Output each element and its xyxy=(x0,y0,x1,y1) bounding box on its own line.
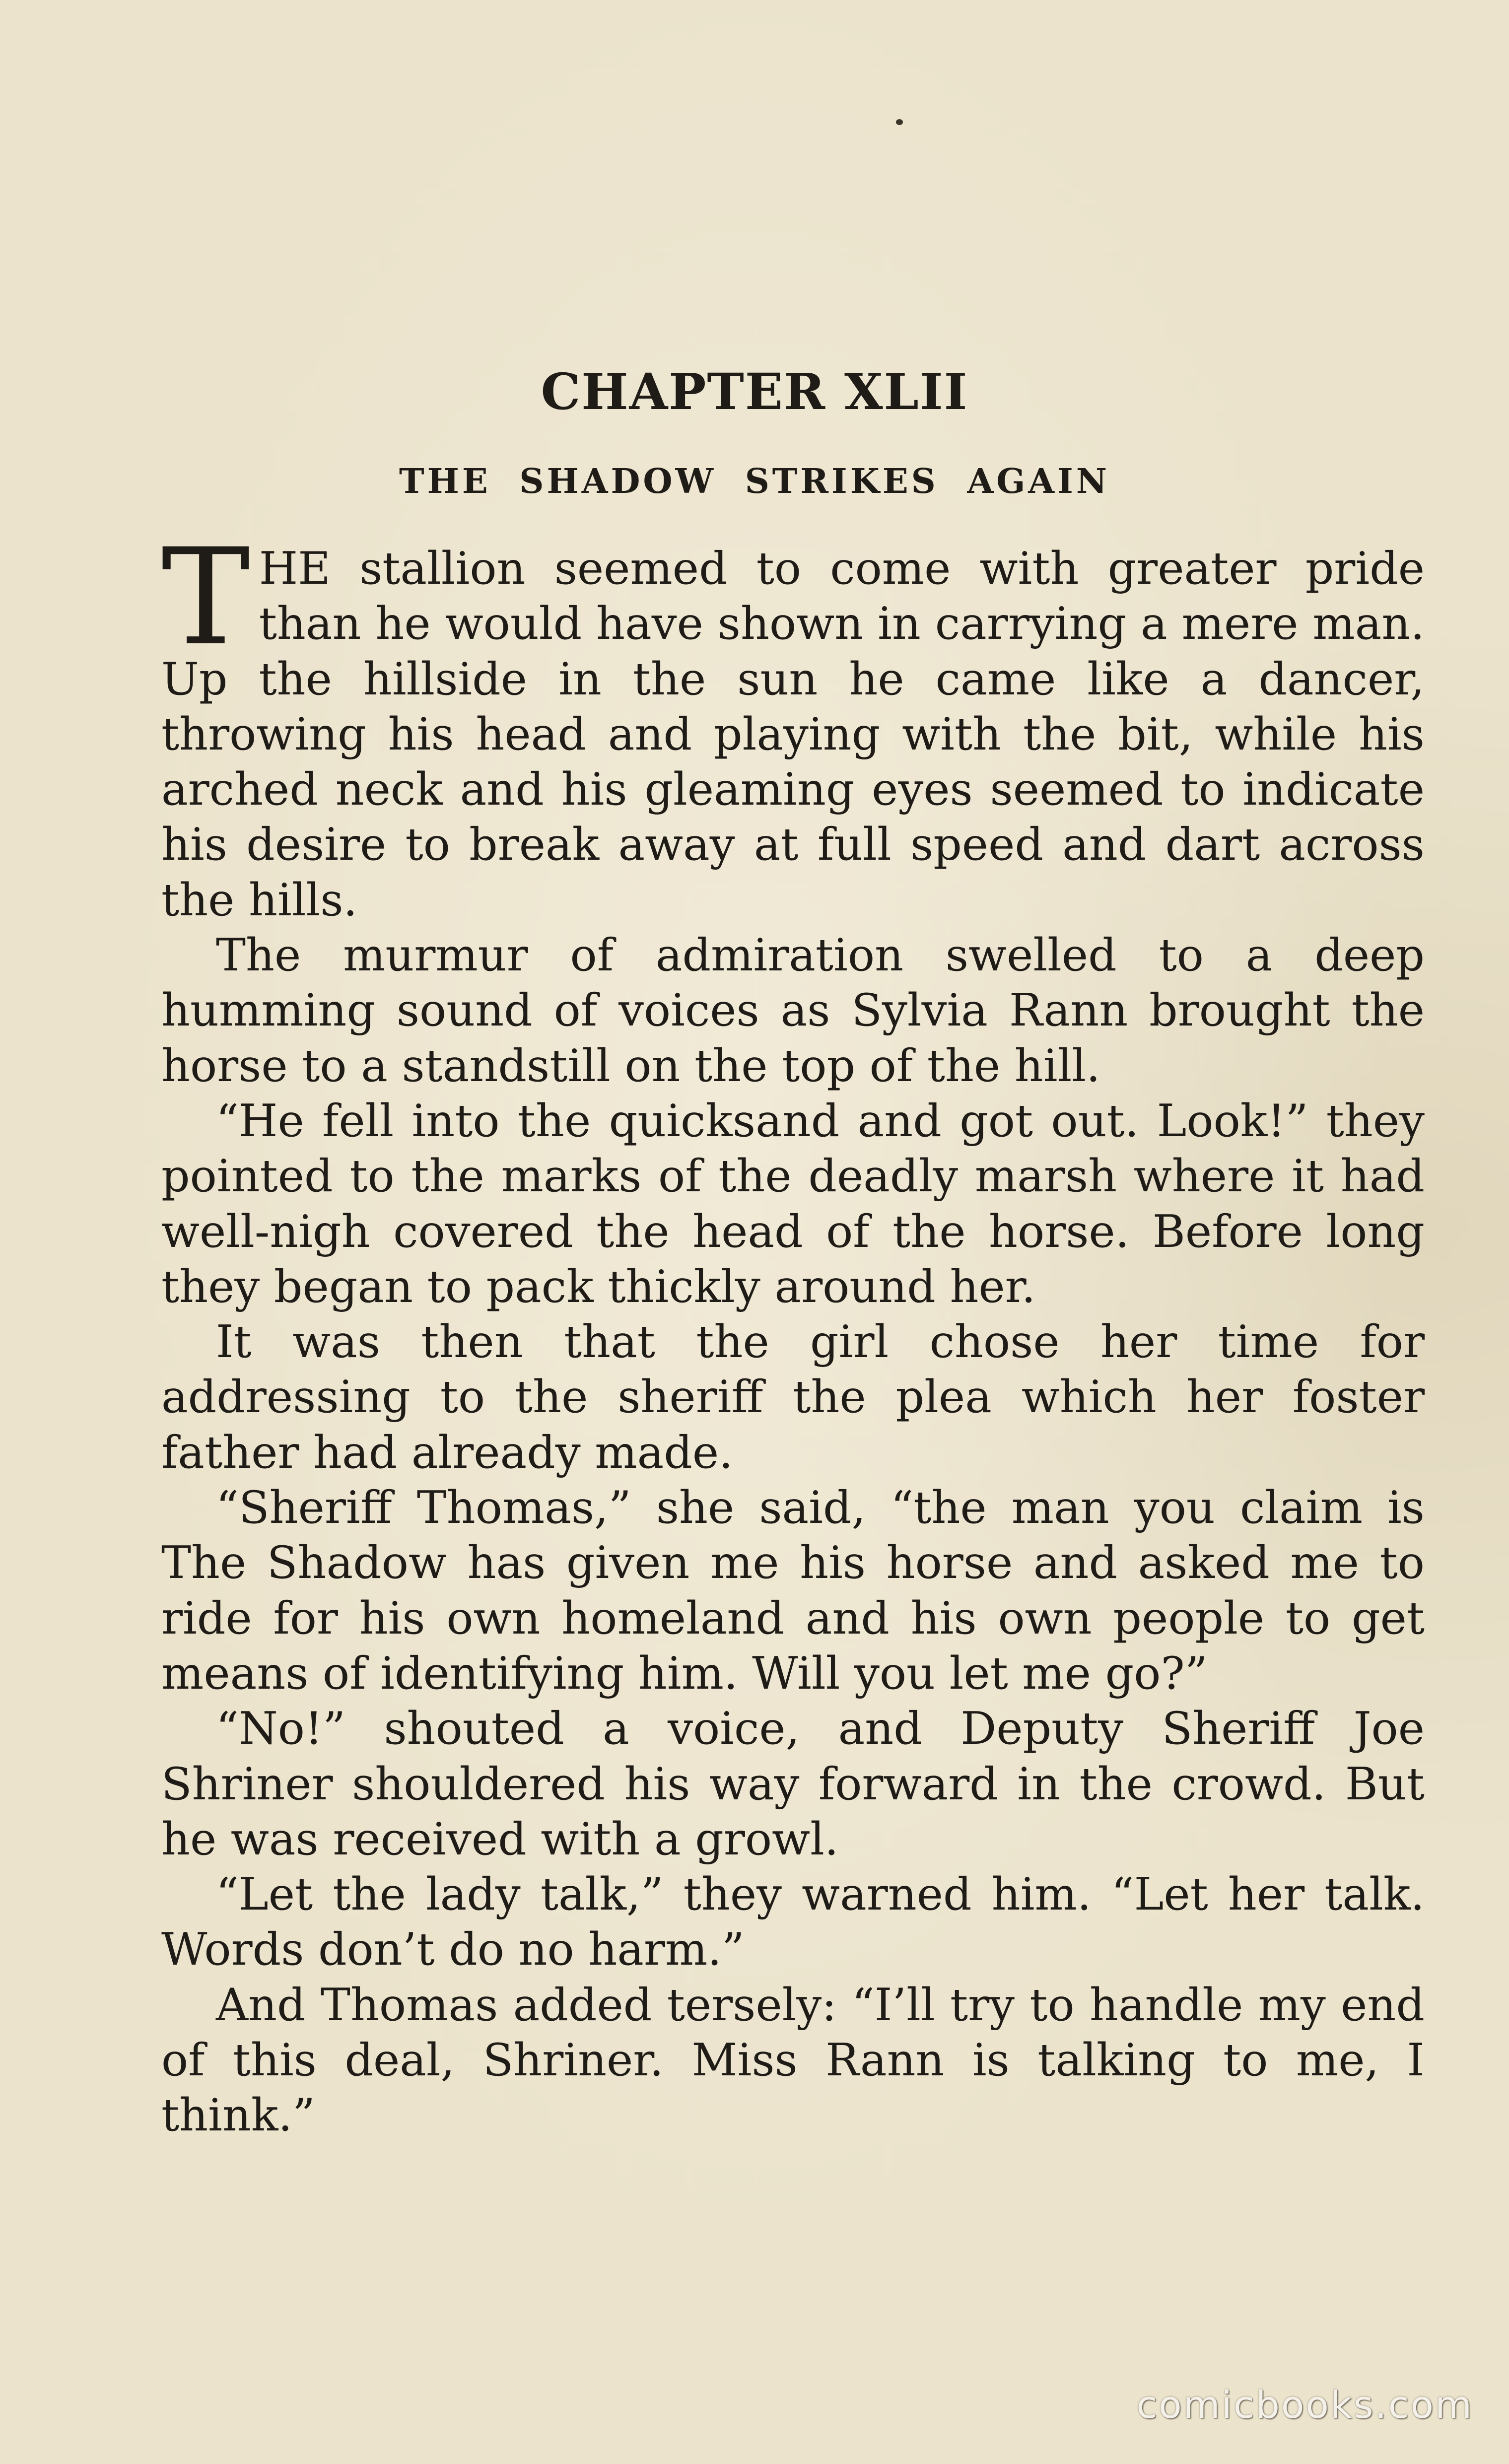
watermark: comicbooks.com xyxy=(1136,2383,1473,2427)
paragraph: The murmur of admiration swelled to a deep humming sound of voices as Sylvia Rann brought the horse to a standstill on the top of the hill. xyxy=(161,929,1425,1092)
paragraph xyxy=(161,520,1425,928)
ink-speck xyxy=(896,119,903,125)
paragraph: “Let the lady talk,” they warned him. “Let her talk. Words don’t do no harm.” xyxy=(161,1868,1425,1976)
chapter-body xyxy=(161,520,1425,2143)
paragraph: “No!” shouted a voice, and Deputy Sheriff Joe Shriner shouldered his way forward in the crowd. But he was received with a growl. xyxy=(161,1703,1425,1865)
paragraph: It was then that the girl chose her time for addressing to the sheriff the plea which her foster father had already made. xyxy=(161,1316,1425,1479)
chapter-title: CHAPTER XLII xyxy=(541,362,968,421)
paragraph-text: HE stallion seemed to come with greater pride than he would have shown in carrying a mere man. Up the hillside in the sun he came like a dancer, throwing his head and playing with the bit, while his arched neck and his gleaming eyes seemed to indicate his desire to break away at full speed and dart across the hills. xyxy=(161,543,1425,926)
paragraph: And Thomas added tersely: “I’ll try to handle my end of this deal, Shriner. Miss Rann is talking to me, I think.” xyxy=(161,1979,1425,2142)
chapter-subtitle: THE SHADOW STRIKES AGAIN xyxy=(399,462,1110,501)
drop-cap: T xyxy=(161,520,250,675)
paragraph: “He fell into the quicksand and got out. Look!” they pointed to the marks of the deadly marsh where it had well-nigh covered the head of the horse. Before long they began to pack thickly around her. xyxy=(161,1095,1425,1313)
paragraph: “Sheriff Thomas,” she said, “the man you claim is The Shadow has given me his horse and asked me to ride for his own homeland and his own people to get means of identifying him. Will you let me go?” xyxy=(161,1482,1425,1700)
